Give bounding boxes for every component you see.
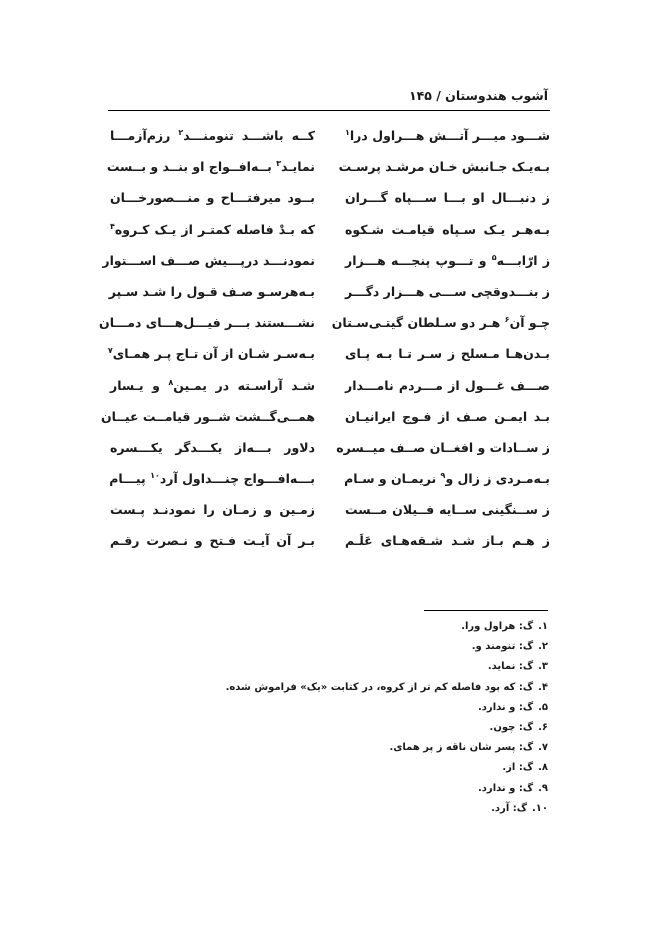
couplet: [107, 342, 550, 373]
hemistich-text: بــود میرفتـــاح و منـــصورخـــان: [110, 190, 315, 206]
couplet: [101, 405, 550, 436]
couplet: [110, 218, 550, 249]
footnote-marker: ۱۰: [150, 471, 160, 481]
footnote-number: ۲.: [538, 641, 548, 653]
footnote-item: [200, 617, 548, 637]
hemistich-text: بـــه‌افـــواج چنـــداول آرد: [159, 471, 315, 487]
hemistich-text: ز دنبـــال او بـــا ســـپاه گـــران: [345, 190, 550, 206]
hemistich-left: [102, 249, 315, 270]
hemistich-right: [345, 124, 550, 145]
hemistich-text: بـه‌یـک جـانبش خـان مرشـد پرسـت: [338, 159, 550, 175]
hemistich-left: [110, 498, 315, 519]
footnote-number: ۳.: [538, 661, 548, 673]
couplet: [110, 436, 550, 467]
hemistich-right: [345, 186, 550, 207]
hemistich-right: [345, 529, 550, 550]
hemistich-text: بـه‌هرسـو صـف قـول را شـد سـپر: [108, 284, 315, 300]
hemistich-left: [110, 218, 315, 239]
footnote-marker: ۶: [504, 315, 510, 325]
hemistich-text-tail: پیـــام: [109, 471, 151, 487]
footnote-item: [200, 678, 548, 698]
couplet: [110, 280, 550, 311]
hemistich-text: زمـین و زمـان را نمودنـد پـست: [110, 502, 315, 518]
hemistich-right: [345, 405, 550, 426]
hemistich-right: [336, 436, 550, 457]
hemistich-text: ز ارّابـــه: [496, 252, 551, 268]
footnote-number: ۴.: [538, 681, 548, 693]
hemistich-left: [106, 155, 315, 176]
header-divider: [108, 110, 550, 111]
hemistich-text: نمایـد: [281, 159, 315, 175]
footnote-text: گ: و ندارد.: [478, 701, 534, 713]
footnote-item: [200, 738, 548, 758]
footnote-text: گ: تنومند و.: [471, 641, 534, 653]
hemistich-text: همــی‌گــشت شــور قیامــت عیــان: [101, 408, 315, 424]
footnote-number: ۶.: [538, 722, 548, 734]
hemistich-left: [101, 405, 315, 426]
footnote-item: [200, 637, 548, 657]
hemistich-right: [338, 155, 550, 176]
hemistich-text: بـدن‌هـا مـسلح ز سـر تـا بـه پـای: [345, 346, 550, 362]
couplet: [110, 124, 550, 155]
hemistich-text-tail: و یـسار: [110, 377, 169, 393]
hemistich-text-tail: بــه‌افــواج او بنــد و بــست: [106, 159, 277, 175]
footnote-marker: ۲: [178, 128, 184, 137]
footnote-item: [200, 799, 548, 819]
couplet: [110, 374, 550, 405]
footnote-marker: ۳: [276, 159, 282, 169]
footnote-text: گ: نماید.: [487, 661, 534, 673]
page-title: آشوب هندوستان / ۱۴۵: [408, 88, 548, 103]
hemistich-text: شـــود میـــر آتـــش هـــراول درا: [349, 128, 550, 144]
footnote-text: گ: که بود فاصله کم تر از کروه، در کتابت «یک» فراموش شده.: [225, 681, 534, 693]
hemistich-text-tail: رزم‌آزمـــا: [110, 128, 179, 144]
footnote-marker: ۴: [110, 221, 115, 231]
hemistich-text: بـر آن آیـت فـتح و نـصرت رقـم: [110, 533, 315, 549]
hemistich-left: [110, 124, 315, 145]
hemistich-text: دلاور بـــه‌از یکـــدگر یکـــسره: [110, 440, 315, 456]
hemistich-left: [110, 374, 315, 395]
couplet: [106, 155, 550, 186]
hemistich-text: بـد ایمـن صـف از فـوج ایرانیـان: [345, 408, 550, 424]
footnotes: [200, 617, 548, 819]
hemistich-text-tail: و تـــوپ پنجـــه هـــزار: [345, 252, 492, 268]
hemistich-right: [345, 218, 550, 239]
footnote-divider: [424, 610, 548, 611]
hemistich-text: ز ســنگینی ســایه فــیلان مــست: [345, 502, 550, 518]
hemistich-text: صـــف غـــول از مـــردم نامـــدار: [345, 377, 550, 393]
hemistich-text: نشـــستند بـــر فیـــل‌هـــای دمـــان: [99, 315, 315, 331]
footnote-number: ۵.: [538, 701, 548, 713]
footnote-text: گ: و ندارد.: [478, 782, 534, 794]
footnote-number: ۹.: [538, 782, 548, 794]
hemistich-text: بـه‌مـردی ز زال و: [445, 471, 550, 487]
footnote-item: [200, 779, 548, 799]
couplet: [110, 529, 550, 560]
footnote-text: گ: آرد.: [491, 802, 527, 814]
hemistich-left: [110, 280, 315, 301]
footnote-number: ۱.: [538, 621, 548, 632]
hemistich-text: کــه باشـــد تنومنـــد: [183, 128, 315, 144]
hemistich-text: که بـدْ فاصله کمتـر از یـک کـروه: [114, 221, 315, 237]
hemistich-left: [110, 186, 315, 207]
footnote-text: گ: از.: [502, 762, 534, 774]
hemistich-right: [345, 374, 550, 395]
couplet: [110, 467, 550, 498]
footnote-marker: ۱: [345, 128, 350, 137]
hemistich-right: [345, 342, 550, 363]
hemistich-left: [110, 529, 315, 550]
footnote-item: [200, 698, 548, 718]
footnote-number: ۷.: [538, 742, 548, 754]
hemistich-left: [99, 311, 315, 332]
hemistich-text-tail: هـر دو سـلطان گیتـی‌سـتان: [331, 315, 505, 331]
footnote-item: [200, 657, 548, 677]
hemistich-right: [345, 467, 550, 488]
hemistich-text: نمودنـــد درپـــیش صـــف اســـتوار: [102, 252, 315, 268]
footnote-item: [200, 718, 548, 738]
hemistich-text-tail: نریمـان و سـام: [344, 471, 441, 487]
hemistich-right: [345, 280, 550, 301]
footnote-text: گ: هراول ورا.: [461, 621, 534, 632]
couplet: [102, 249, 551, 280]
footnote-number: ۱۰.: [531, 802, 548, 814]
page-header: [108, 88, 548, 103]
couplet: [110, 186, 550, 217]
hemistich-text: چـو آن: [509, 315, 550, 331]
footnote-marker: ۹: [440, 471, 446, 481]
couplet: [110, 498, 550, 529]
couplet: [99, 311, 550, 342]
hemistich-text: ز هـم بـاز شـد شـقه‌هـای عَلَـم: [345, 533, 550, 549]
hemistich-text: شـد آراسـته در یمـین: [173, 377, 315, 393]
hemistich-text: ز ســادات و افغــان صــف میــسره: [336, 440, 550, 456]
footnote-item: [200, 758, 548, 778]
hemistich-left: [107, 342, 315, 363]
footnote-number: ۸.: [538, 762, 548, 774]
hemistich-left: [110, 436, 315, 457]
hemistich-right: [345, 498, 550, 519]
hemistich-right: [331, 311, 550, 332]
footnote-marker: ۷: [107, 346, 113, 356]
hemistich-right: [345, 249, 550, 270]
hemistich-text: ز بنـــدوقچی ســـی هـــزار دگـــر: [345, 284, 550, 300]
poem-body: [99, 124, 551, 561]
footnote-marker: ۸: [168, 377, 174, 387]
hemistich-text: بـه‌سـر شـان از آن تـاج پـر همـای: [112, 346, 315, 362]
footnote-text: گ: پسر شان ناقه ز پر همای.: [389, 742, 534, 754]
footnote-text: گ: چون.: [489, 722, 534, 734]
hemistich-text: بـه‌هـر یـک سـپاه قیامـت شـکوه: [345, 221, 550, 237]
hemistich-left: [110, 467, 315, 488]
footnote-marker: ۵: [491, 252, 497, 262]
